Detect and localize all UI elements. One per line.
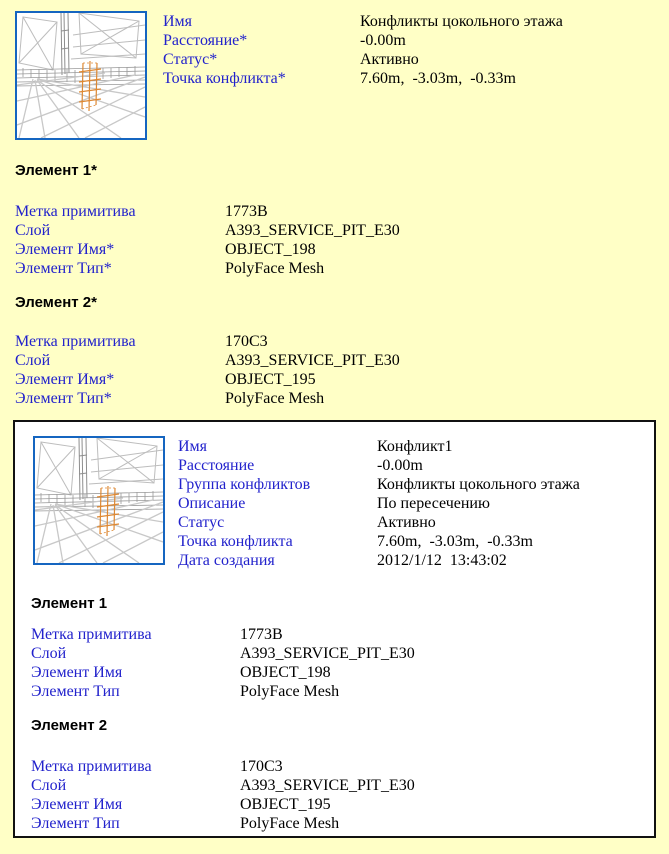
- property-value: Активно: [360, 51, 419, 68]
- property-label: Расстояние*: [163, 32, 248, 49]
- property-row: [15, 351, 400, 370]
- property-value: OBJECT_198: [240, 664, 331, 681]
- property-value: OBJECT_198: [225, 241, 316, 258]
- property-label: Статус*: [163, 51, 218, 68]
- property-label: Элемент Тип*: [15, 390, 112, 407]
- property-label: Метка примитива: [31, 758, 152, 775]
- property-value: A393_SERVICE_PIT_E30: [240, 645, 415, 662]
- property-row: [15, 259, 400, 278]
- property-label: Точка конфликта: [178, 533, 293, 550]
- property-value: A393_SERVICE_PIT_E30: [240, 777, 415, 794]
- property-row: [31, 625, 415, 644]
- element2-header: Элемент 2*: [15, 294, 97, 311]
- property-row: [163, 31, 563, 50]
- property-value: PolyFace Mesh: [240, 815, 340, 832]
- property-label: Описание: [178, 495, 246, 512]
- property-row: [178, 437, 580, 456]
- wireframe-thumbnail: [35, 438, 163, 563]
- property-row: [178, 475, 580, 494]
- property-value: 170C3: [225, 333, 268, 350]
- property-row: [178, 513, 580, 532]
- property-label: Элемент Имя: [31, 664, 123, 681]
- property-value: 7.60m, -3.03m, -0.33m: [377, 533, 533, 550]
- property-row: [15, 240, 400, 259]
- property-value: -0.00m: [377, 457, 423, 474]
- property-label: Группа конфликтов: [178, 476, 311, 493]
- element2-properties: [15, 332, 400, 408]
- element2-properties: [31, 757, 415, 833]
- property-row: [163, 50, 563, 69]
- property-row: [31, 644, 415, 663]
- property-value: 1773B: [225, 203, 268, 220]
- element1-properties: [15, 202, 400, 278]
- clash-properties: [178, 437, 580, 570]
- property-value: 1773B: [240, 626, 283, 643]
- property-label: Элемент Имя*: [15, 371, 115, 388]
- property-label: Элемент Тип: [31, 815, 120, 832]
- property-value: Конфликт1: [377, 438, 453, 455]
- property-value: -0.00m: [360, 32, 406, 49]
- property-row: [31, 757, 415, 776]
- property-row: [31, 682, 415, 701]
- property-row: [31, 776, 415, 795]
- property-label: Метка примитива: [15, 203, 136, 220]
- property-row: [178, 494, 580, 513]
- element1-properties: [31, 625, 415, 701]
- property-value: 7.60m, -3.03m, -0.33m: [360, 70, 516, 87]
- property-label: Имя: [163, 13, 193, 30]
- property-label: Точка конфликта*: [163, 70, 286, 87]
- property-value: PolyFace Mesh: [225, 260, 325, 277]
- property-row: [31, 795, 415, 814]
- property-value: По пересечению: [377, 495, 490, 512]
- property-row: [15, 332, 400, 351]
- property-label: Элемент Тип: [31, 683, 120, 700]
- clash-thumbnail-link[interactable]: [15, 11, 147, 140]
- element1-header: Элемент 1*: [15, 162, 97, 179]
- property-value: Конфликты цокольного этажа: [360, 13, 563, 30]
- property-label: Имя: [178, 438, 208, 455]
- property-value: 2012/1/12 13:43:02: [377, 552, 507, 569]
- property-label: Расстояние: [178, 457, 255, 474]
- property-value: OBJECT_195: [240, 796, 331, 813]
- property-label: Элемент Тип*: [15, 260, 112, 277]
- property-value: A393_SERVICE_PIT_E30: [225, 222, 400, 239]
- property-label: Слой: [15, 222, 51, 239]
- property-label: Дата создания: [178, 552, 275, 569]
- property-value: Конфликты цокольного этажа: [377, 476, 580, 493]
- property-label: Слой: [31, 645, 67, 662]
- property-label: Метка примитива: [31, 626, 152, 643]
- clash-thumbnail-link[interactable]: [33, 436, 165, 565]
- element2-header: Элемент 2: [31, 717, 108, 734]
- property-row: [163, 69, 563, 88]
- property-label: Метка примитива: [15, 333, 136, 350]
- property-value: Активно: [377, 514, 436, 531]
- property-row: [15, 221, 400, 240]
- property-row: [178, 532, 580, 551]
- wireframe-thumbnail: [17, 13, 145, 138]
- property-label: Слой: [31, 777, 67, 794]
- property-row: [15, 370, 400, 389]
- property-row: [31, 663, 415, 682]
- clash-group-properties: [163, 12, 563, 88]
- element1-header: Элемент 1: [31, 595, 108, 612]
- property-value: A393_SERVICE_PIT_E30: [225, 352, 400, 369]
- property-label: Слой: [15, 352, 51, 369]
- property-row: [31, 814, 415, 833]
- property-label: Элемент Имя*: [15, 241, 115, 258]
- clash-detail-card: [13, 420, 656, 838]
- property-value: PolyFace Mesh: [240, 683, 340, 700]
- property-row: [163, 12, 563, 31]
- property-value: PolyFace Mesh: [225, 390, 325, 407]
- property-value: OBJECT_195: [225, 371, 316, 388]
- property-row: [15, 389, 400, 408]
- property-label: Статус: [178, 514, 225, 531]
- property-row: [15, 202, 400, 221]
- property-row: [178, 456, 580, 475]
- property-label: Элемент Имя: [31, 796, 123, 813]
- property-row: [178, 551, 580, 570]
- property-value: 170C3: [240, 758, 283, 775]
